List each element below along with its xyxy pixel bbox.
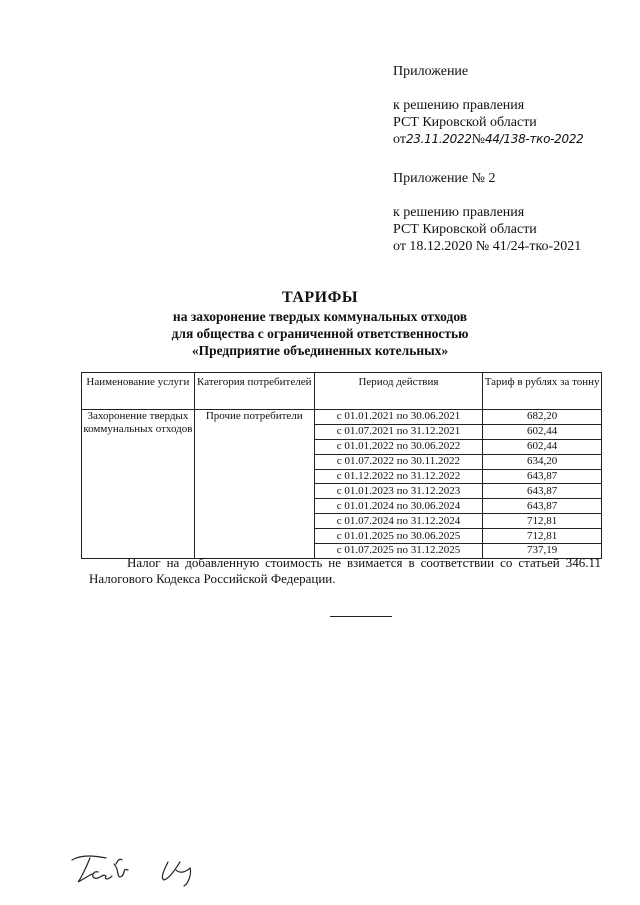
header-category: Категория потребителей [194, 373, 314, 410]
tariff-cell: 712,81 [483, 529, 602, 544]
tariff-cell: 602,44 [483, 424, 602, 439]
period-cell: с 01.07.2024 по 31.12.2024 [314, 514, 483, 529]
tariff-cell: 712,81 [483, 514, 602, 529]
tariff-table [81, 372, 602, 559]
header-period: Период действия [314, 373, 483, 410]
header-tariff: Тариф в рублях за тонну [483, 373, 602, 410]
handwritten-number: 44/138-тко-2022 [485, 132, 584, 146]
appendix-label: Приложение [393, 64, 469, 79]
tariff-cell: 737,19 [483, 544, 602, 559]
appendix-2-header [393, 170, 581, 255]
document-title: ТАРИФЫ [281, 289, 359, 306]
tariff-cell: 682,20 [483, 410, 602, 425]
divider-line [330, 616, 392, 617]
table-row [82, 410, 602, 425]
period-cell: с 01.01.2023 по 31.12.2023 [314, 484, 483, 499]
category-cell: Прочие потребители [194, 410, 314, 559]
appendix-2-decision-line-2: РСТ Кировской области [393, 222, 537, 237]
document-subtitle [0, 308, 640, 359]
tariff-cell: 643,87 [483, 484, 602, 499]
date-prefix: от [393, 132, 406, 147]
decision-line-1: к решению правления [393, 98, 525, 113]
subtitle-line-3: «Предприятие объединенных котельных» [191, 343, 449, 358]
period-cell: с 01.01.2025 по 30.06.2025 [314, 529, 483, 544]
period-cell: с 01.12.2022 по 31.12.2022 [314, 469, 483, 484]
subtitle-line-1: на захоронение твердых коммунальных отходов [172, 309, 468, 324]
decision-line-2: РСТ Кировской области [393, 115, 537, 130]
period-cell: с 01.01.2024 по 30.06.2024 [314, 499, 483, 514]
tariff-cell: 634,20 [483, 454, 602, 469]
period-cell: с 01.01.2021 по 30.06.2021 [314, 410, 483, 425]
table-header-row [82, 373, 602, 410]
appendix-header [393, 63, 584, 148]
appendix-2-label: Приложение № 2 [393, 171, 496, 186]
handwritten-date: 23.11.2022 [405, 132, 472, 146]
tariff-cell: 643,87 [483, 469, 602, 484]
handwritten-signature [68, 846, 208, 888]
tariff-cell: 643,87 [483, 499, 602, 514]
period-cell: с 01.07.2021 по 31.12.2021 [314, 424, 483, 439]
decision-date-line [393, 131, 584, 148]
service-cell: Захоронение твердых коммунальных отходов [82, 410, 195, 559]
period-cell: с 01.07.2022 по 30.11.2022 [314, 454, 483, 469]
period-cell: с 01.01.2022 по 30.06.2022 [314, 439, 483, 454]
period-cell: с 01.07.2025 по 31.12.2025 [314, 544, 483, 559]
tariff-cell: 602,44 [483, 439, 602, 454]
appendix-2-decision-line-1: к решению правления [393, 205, 525, 220]
subtitle-line-2: для общества с ограниченной ответственностью [171, 326, 469, 341]
vat-note: Налог на добавленную стоимость не взимается в соответствии со статьей 346.11 Налогового Кодекса Российской Федерации. [89, 555, 601, 586]
appendix-2-date-line: от 18.12.2020 № 41/24-тко-2021 [393, 239, 582, 254]
header-service: Наименование услуги [82, 373, 195, 410]
tariff-table-body [82, 410, 602, 559]
number-prefix: № [471, 132, 486, 147]
